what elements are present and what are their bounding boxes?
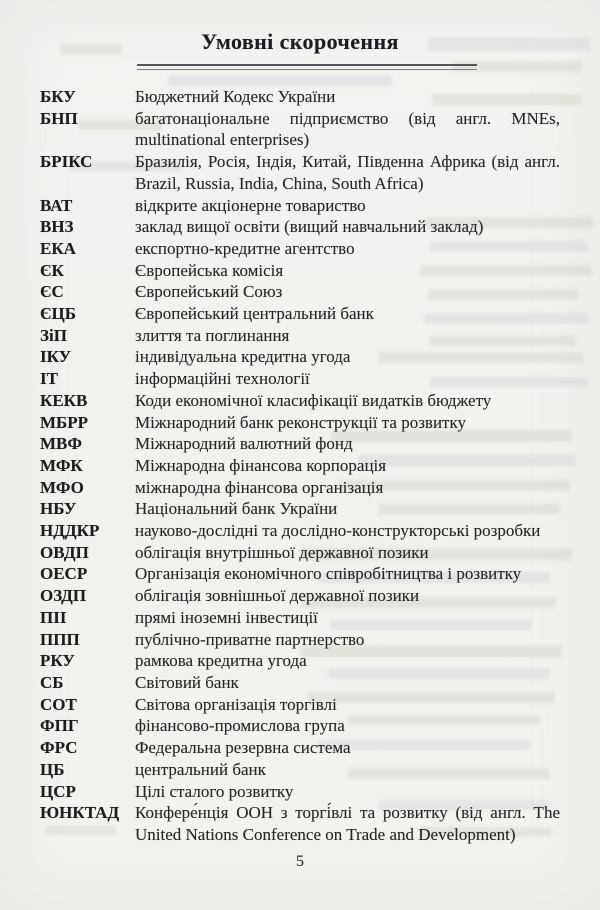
abbreviation-term: МФО xyxy=(40,477,84,497)
definition-line: багатонаціональне підприємство (від англ. MNEs, xyxy=(135,108,560,128)
abbreviation-term: МБРР xyxy=(40,412,89,432)
definition-line: публічно-приватне партнерство xyxy=(135,629,365,649)
abbreviation-term: МФК xyxy=(40,455,83,475)
definition-line: Коди економічної класифікації видатків бюджету xyxy=(135,390,492,410)
abbreviation-definition xyxy=(135,325,560,347)
abbreviation-term: ППП xyxy=(40,629,80,649)
abbreviation-row xyxy=(40,390,560,412)
definition-line: прямі іноземні інвестиції xyxy=(135,607,318,627)
abbreviation-term: ФРС xyxy=(40,738,78,758)
abbreviation-term: ВАТ xyxy=(40,195,73,215)
abbreviation-term: ІТ xyxy=(40,369,58,389)
abbreviation-row xyxy=(40,238,560,260)
abbreviation-definition xyxy=(135,520,560,542)
definition-line: Цілі сталого розвитку xyxy=(135,781,294,801)
abbreviation-row xyxy=(40,585,560,607)
page-number: 5 xyxy=(296,853,304,870)
abbreviation-term: ЦБ xyxy=(40,759,65,779)
abbreviation-row xyxy=(40,802,560,845)
abbreviation-row xyxy=(40,650,560,672)
definition-line: облігація внутрішньої державної позики xyxy=(135,542,429,562)
definition-line: експортно-кредитне агентство xyxy=(135,238,355,258)
abbreviation-definition xyxy=(135,151,560,194)
abbreviation-row xyxy=(40,195,560,217)
page-title: Умовні скорочення xyxy=(201,29,399,54)
abbreviation-term: ЕКА xyxy=(40,238,76,258)
abbreviation-term: БРІКС xyxy=(40,152,93,172)
abbreviation-definition xyxy=(135,303,560,325)
abbreviation-row xyxy=(40,607,560,629)
abbreviation-definition xyxy=(135,238,560,260)
abbreviation-term: ПІІ xyxy=(40,607,67,627)
abbreviation-term: ЄС xyxy=(40,282,64,302)
title-double-rule xyxy=(137,64,477,70)
abbreviation-row xyxy=(40,498,560,520)
abbreviation-term: БНП xyxy=(40,108,78,128)
abbreviation-row xyxy=(40,325,560,347)
definition-line: Світова організація торгівлі xyxy=(135,694,337,714)
abbreviation-term: ФПГ xyxy=(40,716,79,736)
abbreviation-definition xyxy=(135,216,560,238)
definition-line: інформаційні технології xyxy=(135,369,310,389)
abbreviation-row xyxy=(40,433,560,455)
abbreviation-row xyxy=(40,715,560,737)
abbreviation-term: ЄК xyxy=(40,260,64,280)
abbreviation-definition xyxy=(135,715,560,737)
definition-line: заклад вищої освіти (вищий навчальний заклад) xyxy=(135,217,484,237)
definition-line: Світовий банк xyxy=(135,672,239,692)
abbreviation-definition xyxy=(135,629,560,651)
abbreviation-definition xyxy=(135,563,560,585)
abbreviation-term: СБ xyxy=(40,672,64,692)
abbreviation-row xyxy=(40,737,560,759)
definition-line: United Nations Conference on Trade and Development) xyxy=(135,824,516,844)
definition-line: індивідуальна кредитна угода xyxy=(135,347,351,367)
abbreviation-list xyxy=(40,86,560,846)
abbreviation-row xyxy=(40,303,560,325)
abbreviation-row xyxy=(40,455,560,477)
abbreviation-definition xyxy=(135,759,560,781)
abbreviation-definition xyxy=(135,412,560,434)
abbreviation-row xyxy=(40,86,560,108)
abbreviation-definition xyxy=(135,607,560,629)
abbreviation-row xyxy=(40,672,560,694)
abbreviation-definition xyxy=(135,368,560,390)
abbreviation-row xyxy=(40,260,560,282)
abbreviation-definition xyxy=(135,455,560,477)
abbreviation-definition xyxy=(135,195,560,217)
abbreviation-term: РКУ xyxy=(40,651,75,671)
abbreviation-definition xyxy=(135,346,560,368)
definition-line: центральний банк xyxy=(135,759,266,779)
abbreviation-definition xyxy=(135,498,560,520)
abbreviation-term: НБУ xyxy=(40,499,77,519)
definition-line: Національний банк України xyxy=(135,499,338,519)
definition-line: Європейська комісія xyxy=(135,260,284,280)
abbreviation-row xyxy=(40,368,560,390)
definition-line: фінансово-промислова група xyxy=(135,716,345,736)
abbreviation-definition xyxy=(135,108,560,151)
definition-line: Міжнародна фінансова корпорація xyxy=(135,455,387,475)
definition-line: облігація зовнішньої державної позики xyxy=(135,586,420,606)
abbreviation-term: МВФ xyxy=(40,434,82,454)
abbreviation-row xyxy=(40,629,560,651)
abbreviation-row xyxy=(40,759,560,781)
abbreviation-definition xyxy=(135,585,560,607)
definition-line: Міжнародний банк реконструкції та розвитку xyxy=(135,412,467,432)
definition-line: відкрите акціонерне товариство xyxy=(135,195,366,215)
abbreviation-definition xyxy=(135,737,560,759)
abbreviation-term: ІКУ xyxy=(40,347,72,367)
abbreviation-term: ОЕСР xyxy=(40,564,88,584)
definition-line: Бюджетний Кодекс України xyxy=(135,87,336,106)
abbreviation-term: ЄЦБ xyxy=(40,304,76,324)
abbreviation-definition xyxy=(135,781,560,803)
abbreviation-definition xyxy=(135,672,560,694)
definition-line: злиття та поглинання xyxy=(135,325,290,345)
abbreviation-row xyxy=(40,216,560,238)
abbreviation-term: ЦСР xyxy=(40,781,76,801)
abbreviation-row xyxy=(40,477,560,499)
abbreviation-definition xyxy=(135,802,560,845)
definition-line: Європейський Союз xyxy=(135,282,283,302)
abbreviation-row xyxy=(40,694,560,716)
abbreviation-definition xyxy=(135,694,560,716)
definition-line: multinational enterprises) xyxy=(135,130,310,150)
abbreviation-term: НДДКР xyxy=(40,521,100,541)
definition-line: Бразилія, Росія, Індія, Китай, Південна Африка (від англ. xyxy=(135,152,560,172)
definition-line: Організація економічного співробітництва і розвитку xyxy=(135,564,522,584)
abbreviation-term: КЕКВ xyxy=(40,390,88,410)
abbreviation-definition xyxy=(135,281,560,303)
abbreviation-term: ВНЗ xyxy=(40,217,74,237)
abbreviation-row xyxy=(40,412,560,434)
definition-line: міжнародна фінансова організація xyxy=(135,477,384,497)
abbreviation-row xyxy=(40,563,560,585)
definition-line: рамкова кредитна угода xyxy=(135,651,307,671)
abbreviation-term: ЮНКТАД xyxy=(40,803,120,823)
abbreviation-definition xyxy=(135,86,560,108)
abbreviation-row xyxy=(40,108,560,151)
abbreviation-definition xyxy=(135,477,560,499)
abbreviation-term: ОВДП xyxy=(40,542,89,562)
abbreviation-row xyxy=(40,346,560,368)
definition-line: Brazil, Russia, India, China, South Africa) xyxy=(135,173,424,193)
abbreviation-term: БКУ xyxy=(40,87,76,106)
abbreviation-row xyxy=(40,281,560,303)
abbreviation-definition xyxy=(135,542,560,564)
definition-line: Міжнародний валютний фонд xyxy=(135,434,353,454)
abbreviation-definition xyxy=(135,433,560,455)
definition-line: Федеральна резервна система xyxy=(135,738,351,758)
abbreviation-term: ЗіП xyxy=(40,325,67,345)
definition-line: науково-дослідні та дослідно-конструкторські розробки xyxy=(135,521,541,541)
abbreviation-term: ОЗДП xyxy=(40,586,87,606)
abbreviation-row xyxy=(40,151,560,194)
abbreviation-term: СОТ xyxy=(40,694,77,714)
abbreviation-definition xyxy=(135,390,560,412)
abbreviation-definition xyxy=(135,260,560,282)
abbreviation-row xyxy=(40,781,560,803)
abbreviation-row xyxy=(40,542,560,564)
abbreviation-row xyxy=(40,520,560,542)
definition-line: Європейський центральний банк xyxy=(135,304,374,324)
abbreviation-definition xyxy=(135,650,560,672)
definition-line: Конфере́нція ООН з торгі́влі та розвитку (від англ. The xyxy=(135,803,560,823)
